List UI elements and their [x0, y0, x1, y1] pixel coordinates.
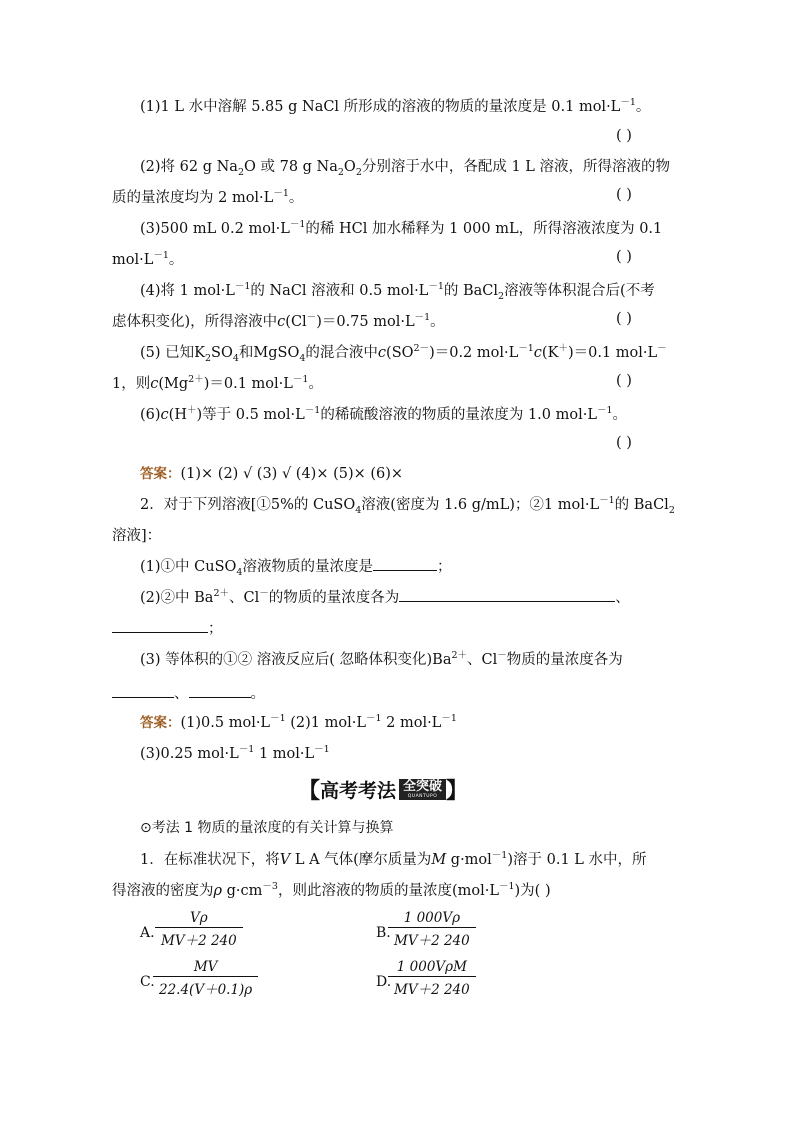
sub: 2 [237, 166, 244, 178]
sup: －1 [491, 850, 508, 862]
sup: － [657, 343, 667, 355]
text: 、Cl [229, 590, 260, 606]
text: 的物质的量浓度各为 [268, 590, 400, 606]
bracket-left: 【 [298, 778, 321, 804]
text: ，则 [121, 376, 151, 392]
denominator: 22.4(V＋0.1)ρ [153, 976, 258, 998]
answer-block-2-line2 [140, 743, 682, 765]
text: 1 mol·L [254, 746, 315, 762]
text: 、Cl [467, 652, 498, 668]
text: 的稀硫酸溶液的物质的量浓度为 1.0 mol·L [320, 407, 597, 423]
answer-paren-4: ( ) [616, 311, 632, 327]
answer-blank [189, 683, 251, 698]
text: 。 [635, 99, 651, 115]
sup: －1 [153, 250, 169, 262]
text: (Cl [285, 314, 307, 330]
numerator: 1 000VρM [396, 959, 467, 975]
text: mol·L [112, 252, 154, 268]
text: 物质的量浓度各为 [506, 652, 623, 668]
sup: 2－ [413, 343, 430, 355]
mcq-question-1-line2 [112, 880, 682, 902]
judge-item-6 [140, 404, 682, 426]
option-b-fraction[interactable] [388, 910, 476, 949]
numerator: 1 000Vρ [403, 910, 461, 926]
text: 。 [308, 376, 323, 392]
text: 溶液(密度为 1.6 g/mL)；②1 mol·L [361, 497, 600, 513]
sup: －1 [314, 744, 330, 756]
option-c-fraction[interactable] [153, 959, 258, 998]
text: 的 BaCl [614, 497, 669, 513]
text: (2)1 mol·L [285, 715, 366, 731]
text: )＝0.1 mol·L [567, 345, 658, 361]
banner-tag-text: 全突破 [403, 778, 443, 794]
text: 。 [168, 252, 184, 268]
judge-item-4 [140, 280, 682, 302]
text: 的 BaCl [443, 283, 499, 299]
text: 分别溶于水中，各配成 1 L 溶液，所得溶液的物 [361, 159, 671, 175]
text: 。 [430, 314, 445, 330]
text: ； [208, 621, 223, 637]
text: 。 [288, 190, 304, 206]
mcq-question-1 [140, 849, 682, 871]
judge-item-5-line2 [112, 373, 682, 395]
text: c [377, 345, 387, 361]
fill-sub-2-line2 [112, 618, 682, 640]
sub: 2 [498, 290, 505, 302]
answer-label: 答案： [140, 715, 181, 731]
sup: －1 [414, 312, 431, 324]
text: 得溶液的密度为 [112, 883, 214, 899]
sup: －1 [498, 881, 515, 893]
sup: －1 [428, 281, 444, 293]
text: 2．对于下列溶液[①5%的 CuSO [140, 497, 356, 513]
text: )＝0.2 mol·L [429, 345, 519, 361]
judge-item-3 [140, 218, 682, 240]
option-b-label[interactable]: B. [376, 925, 391, 941]
section-banner [298, 775, 468, 803]
text: 溶液物质的量浓度是 [242, 559, 373, 575]
text: O 或 78 g Na [243, 159, 338, 175]
answer-paren-5: ( ) [616, 373, 632, 389]
sup: －1 [365, 713, 382, 725]
option-a-label[interactable]: A. [140, 925, 155, 941]
answer-blank [373, 556, 437, 571]
text: c [277, 314, 286, 330]
sup: － [306, 312, 317, 324]
text: 的 NaCl 溶液和 0.5 mol·L [250, 283, 429, 299]
denominator: MV＋2 240 [155, 927, 243, 949]
text: (3)500 mL 0.2 mol·L [140, 221, 290, 237]
option-c-label[interactable]: C. [140, 974, 155, 990]
text: c [160, 407, 169, 423]
answer-block-2 [140, 712, 682, 734]
answer-paren-2: ( ) [616, 187, 632, 203]
answer-text: (1)× (2) √ (3) √ (4)× (5)× (6)× [180, 466, 404, 482]
answer-paren-1: ( ) [616, 128, 632, 144]
sup: －1 [289, 219, 306, 231]
fill-question-2 [140, 494, 682, 516]
answer-paren-6: ( ) [616, 435, 632, 451]
text: 1 [112, 376, 122, 392]
text: (K [541, 345, 559, 361]
sup: － [497, 650, 507, 662]
fill-sub-2 [140, 587, 682, 609]
judge-item-5 [140, 342, 682, 364]
banner-tag-small: QUANTUPO [407, 793, 438, 799]
text: 。 [250, 686, 265, 702]
answer-label: 答案： [140, 466, 181, 482]
judge-item-3-line2 [112, 249, 682, 271]
text: (2)②中 Ba [140, 590, 214, 606]
sup: 2＋ [213, 588, 229, 600]
sub: 2 [355, 166, 362, 178]
answer-paren-3: ( ) [616, 249, 632, 265]
numerator: MV [193, 959, 218, 975]
text: c [150, 376, 159, 392]
text: ； [436, 559, 452, 575]
text: M [431, 852, 447, 868]
text: (3) 等体积的①② 溶液反应后( 忽略体积变化)Ba [140, 652, 452, 668]
option-d-label[interactable]: D. [376, 974, 392, 990]
text: )＝0.1 mol·L [203, 376, 293, 392]
fill-sub-3-line2 [112, 683, 682, 705]
sup: －3 [262, 881, 278, 893]
sub: 2 [204, 352, 212, 364]
sup: 2＋ [188, 374, 204, 386]
text: (6) [140, 407, 161, 423]
sup: －1 [234, 281, 251, 293]
text: (4)将 1 mol·L [140, 283, 235, 299]
text: ，则此溶液的物质的量浓度(mol·L [277, 883, 499, 899]
fill-sub-3 [140, 649, 682, 671]
text: 、 [174, 686, 189, 702]
text: SO [211, 345, 233, 361]
sup: －1 [270, 713, 286, 725]
text: L A 气体(摩尔质量为 [290, 852, 432, 868]
sub: 4 [236, 566, 243, 578]
answer-block-1 [140, 463, 682, 485]
bracket-right: 】 [446, 778, 469, 804]
judge-item-1 [140, 96, 682, 118]
text: (1)0.5 mol·L [180, 715, 271, 731]
text: ρ [213, 883, 223, 899]
option-d-fraction[interactable] [388, 959, 476, 998]
sup: －1 [304, 405, 321, 417]
sup: －1 [599, 495, 615, 507]
sup: －1 [273, 188, 289, 200]
sup: －1 [441, 713, 457, 725]
sup: －1 [238, 744, 255, 756]
sup: ＋ [186, 405, 197, 417]
fill-question-2-line2: 溶液]： [112, 528, 162, 544]
text: 和MgSO [238, 345, 300, 361]
text: (1)①中 CuSO [140, 559, 237, 575]
text: (1)1 L 水中溶解 5.85 g NaCl 所形成的溶液的物质的量浓度是 0.1 mol·L [140, 99, 621, 115]
answer-blank [399, 587, 615, 602]
text: 1．在标准状况下，将 [140, 852, 280, 868]
section-heading: ⊙考法 1 物质的量浓度的有关计算与换算 [140, 820, 394, 836]
text: (SO [386, 345, 414, 361]
sup: －1 [518, 343, 534, 355]
sup: －1 [620, 97, 636, 109]
sup: － [259, 588, 269, 600]
option-a-fraction[interactable] [155, 910, 243, 949]
text: 。 [612, 407, 628, 423]
text: 溶液等体积混合后(不考 [504, 283, 655, 299]
text: (3)0.25 mol·L [140, 746, 239, 762]
text: V [279, 852, 291, 868]
text: c [533, 345, 542, 361]
banner-title: 高考考法 [320, 779, 397, 802]
judge-item-2-line2 [112, 187, 682, 209]
answer-blank [112, 618, 208, 633]
text: (Mg [158, 376, 189, 392]
text: (2)将 62 g Na [140, 159, 238, 175]
sup: ＋ [558, 343, 568, 355]
text: 质的量浓度均为 2 mol·L [112, 190, 274, 206]
denominator: MV＋2 240 [388, 976, 476, 998]
sup: －1 [292, 374, 309, 386]
text: 的混合液中 [305, 345, 378, 361]
answer-blank [112, 683, 174, 698]
denominator: MV＋2 240 [388, 927, 476, 949]
text: g·mol [446, 852, 492, 868]
numerator: Vρ [190, 910, 208, 926]
sup: －1 [596, 405, 613, 417]
text: )为( ) [514, 883, 551, 899]
text: g·cm [222, 883, 263, 899]
judge-item-2: (2)将 62 g $Na_2O$ 或 78 g $Na_2O_2$分别溶于水中，各配成 1 L 溶液，所得溶液的物 [140, 159, 671, 178]
text: 虑体积变化)，所得溶液中 [112, 314, 278, 330]
fill-sub-1 [140, 556, 682, 578]
text: )溶于 0.1 L 水中，所 [507, 852, 647, 868]
sub: 2 [337, 166, 344, 178]
text: 、 [615, 590, 630, 606]
sub: 4 [355, 504, 362, 516]
banner-tag [399, 779, 446, 800]
sub: 2 [668, 504, 675, 516]
sub: 4 [232, 352, 239, 364]
sup: 2＋ [451, 650, 468, 662]
text: )＝0.75 mol·L [316, 314, 415, 330]
text: (H [168, 407, 187, 423]
text: 2 mol·L [381, 715, 442, 731]
judge-item-4-line2 [112, 311, 682, 333]
text: (5) 已知K [140, 345, 205, 361]
text: )等于 0.5 mol·L [196, 407, 305, 423]
text: 的稀 HCl 加水稀释为 1 000 mL，所得溶液浓度为 0.1 [305, 221, 663, 237]
sub: 4 [299, 352, 306, 364]
